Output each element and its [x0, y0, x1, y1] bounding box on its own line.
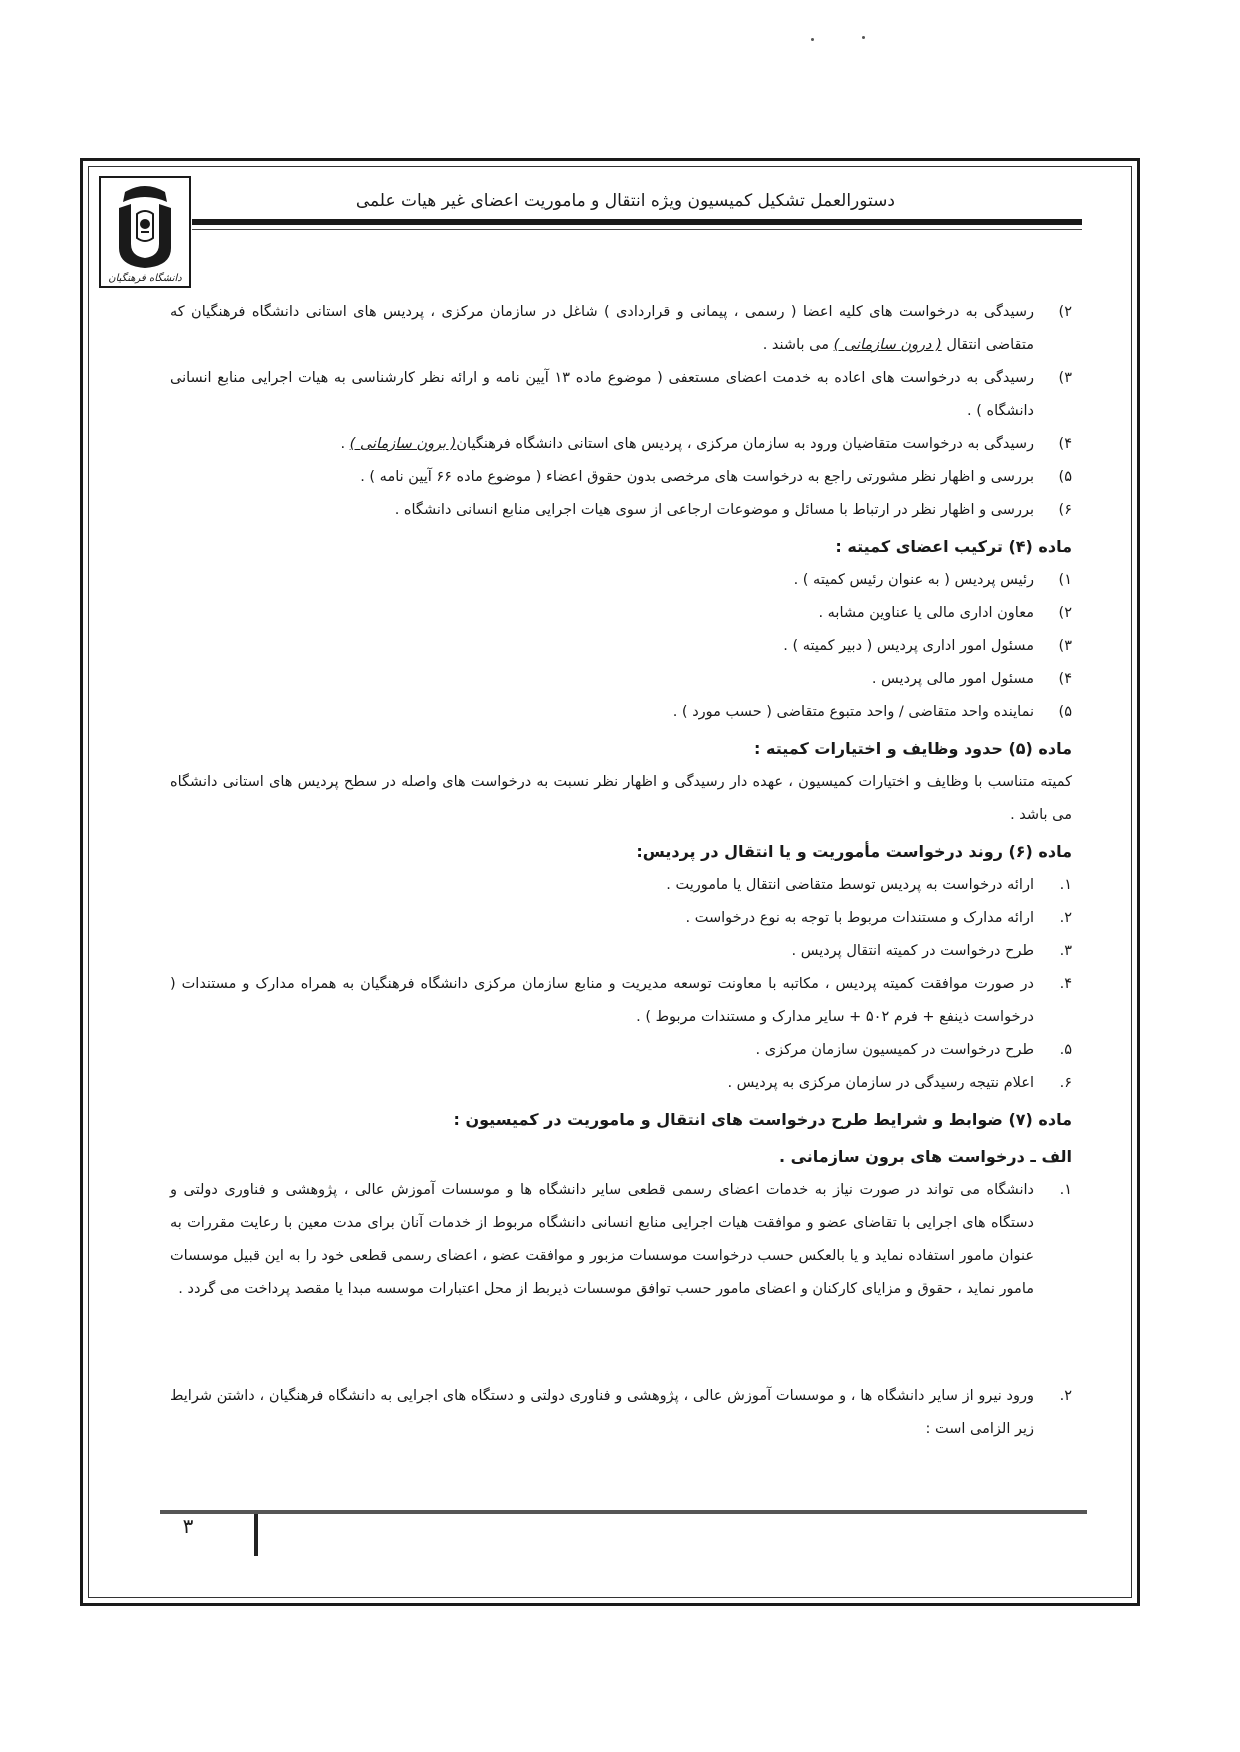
- scan-speck: [811, 38, 814, 41]
- underlined-term: ( برون سازمانی ): [349, 436, 457, 452]
- item-text: معاون اداری مالی یا عناوین مشابه .: [818, 605, 1034, 621]
- underlined-term: ( درون سازمانی ): [833, 337, 942, 353]
- list-item: [170, 935, 1072, 968]
- item-text: اعلام نتیجه رسیدگی در سازمان مرکزی به پردیس .: [727, 1075, 1034, 1091]
- item-text: دانشگاه می تواند در صورت نیاز به خدمات اعضای رسمی قطعی سایر دانشگاه ها و موسسات آموزش عالی ، پژوهشی و فناوری دولتی و دستگاه های اجرایی با تقاضای عضو و موافقت هیات اجرایی منابع انسانی دانشگاه مربوط از خدمات آنان برای مدت معین با رعایت مقررات به عنوان مامور استفاده نماید و یا بالعکس حسب درخواست موسسات مزبور و موافقت عضو ، اعضای رسمی قطعی خود را به این قبیل موسسات مامور نماید ، حقوق و مزایای کارکنان و اعضای مامور حسب توافق موسسات ذیربط از محل اعتبارات موسسه مبدا یا مقصد پرداخت می گردد .: [170, 1182, 1034, 1297]
- list-item: [170, 461, 1072, 494]
- item-text: رسیدگی به درخواست متقاضیان ورود به سازمان مرکزی ، پردیس های استانی دانشگاه فرهنگیان( برون سازمانی ) .: [340, 436, 1034, 452]
- list-item: [170, 362, 1072, 428]
- item-number: ۴): [1058, 436, 1072, 452]
- item-number: ۱.: [1059, 877, 1072, 893]
- list-item: [170, 428, 1072, 461]
- item-text: بررسی و اظهار نظر در ارتباط با مسائل و موضوعات ارجاعی از سوی هیات اجرایی منابع انسانی دانشگاه .: [394, 502, 1034, 518]
- list-item: [170, 902, 1072, 935]
- page-number: ۳: [182, 1514, 194, 1538]
- item-number: ۵): [1058, 469, 1072, 485]
- item-number: ۳): [1058, 638, 1072, 654]
- blank-space: [170, 1306, 1072, 1380]
- item-number: ۶.: [1059, 1075, 1072, 1091]
- item-text: ارائه درخواست به پردیس توسط متقاضی انتقال یا ماموریت .: [666, 877, 1034, 893]
- item-number: ۶): [1058, 502, 1072, 518]
- article-6-heading: ماده (۶) روند درخواست مأموریت و یا انتقال در پردیس:: [636, 842, 1072, 861]
- article-7-heading: ماده (۷) ضوابط و شرایط طرح درخواست های انتقال و ماموریت در کمیسیون :: [453, 1110, 1072, 1129]
- item-text: مسئول امور مالی پردیس .: [871, 671, 1034, 687]
- article-7-subheading: الف ـ درخواست های برون سازمانی .: [778, 1147, 1072, 1166]
- item-number: ۵.: [1059, 1042, 1072, 1058]
- item-number: ۲.: [1059, 1388, 1072, 1404]
- item-text: طرح درخواست در کمیته انتقال پردیس .: [791, 943, 1034, 959]
- item-number: ۱): [1058, 572, 1072, 588]
- list-item: [170, 663, 1072, 696]
- item-number: ۴): [1058, 671, 1072, 687]
- item-text: ارائه مدارک و مستندات مربوط با توجه به نوع درخواست .: [685, 910, 1034, 926]
- list-item: [170, 494, 1072, 527]
- logo-caption: دانشگاه فرهنگیان: [108, 273, 182, 284]
- item-text: رئیس پردیس ( به عنوان رئیس کمیته ) .: [793, 572, 1034, 588]
- list-item: [170, 296, 1072, 362]
- university-logo: [99, 176, 191, 288]
- list-item: [170, 1174, 1072, 1306]
- item-number: ۲): [1058, 304, 1072, 320]
- item-number: ۳): [1058, 370, 1072, 386]
- article-4-heading: ماده (۴) ترکیب اعضای کمیته :: [835, 537, 1072, 556]
- item-number: ۵): [1058, 704, 1072, 720]
- document-title: دستورالعمل تشکیل کمیسیون ویژه انتقال و ماموریت اعضای غیر هیات علمی: [355, 191, 895, 211]
- document-body: [170, 296, 1072, 1446]
- list-item: [170, 1034, 1072, 1067]
- item-number: ۴.: [1059, 976, 1072, 992]
- item-text: رسیدگی به درخواست های کلیه اعضا ( رسمی ، پیمانی و قراردادی ) شاغل در سازمان مرکزی ، پردیس های استانی دانشگاه فرهنگیان که متقاضی انتقال ( درون سازمانی ) می باشند .: [170, 304, 1034, 353]
- footer-divider: [254, 1514, 258, 1556]
- item-text: مسئول امور اداری پردیس ( دبیر کمیته ) .: [783, 638, 1034, 654]
- item-text: ورود نیرو از سایر دانشگاه ها ، و موسسات آموزش عالی ، پژوهشی و فناوری دولتی و دستگاه های اجرایی به دانشگاه فرهنگیان ، داشتن شرایط زیر الزامی است :: [170, 1388, 1034, 1437]
- article-5-text: کمیته متناسب با وظایف و اختیارات کمیسیون ، عهده دار رسیدگی و اظهار نظر نسبت به درخواست های واصله در سطح پردیس های استانی دانشگاه می باشد .: [170, 774, 1072, 823]
- list-item: [170, 564, 1072, 597]
- footer-rule: [160, 1510, 1087, 1514]
- item-number: ۱.: [1059, 1182, 1072, 1198]
- item-text: در صورت موافقت کمیته پردیس ، مکاتبه با معاونت توسعه مدیریت و منابع سازمان مرکزی دانشگاه فرهنگیان به همراه مدارک و مستندات ( درخواست ذینفع + فرم ۵۰۲ + سایر مدارک و مستندات مربوط ) .: [170, 976, 1034, 1025]
- item-text: بررسی و اظهار نظر مشورتی راجع به درخواست های مرخصی بدون حقوق اعضاء ( موضوع ماده ۶۶ آیین نامه ) .: [360, 469, 1034, 485]
- list-item: [170, 630, 1072, 663]
- item-text: طرح درخواست در کمیسیون سازمان مرکزی .: [755, 1042, 1034, 1058]
- list-item: [170, 1380, 1072, 1446]
- list-item: [170, 869, 1072, 902]
- header-rule: [192, 219, 1082, 225]
- scan-speck: [862, 36, 865, 39]
- list-item: [170, 1067, 1072, 1100]
- header-rule-thin: [192, 229, 1082, 230]
- list-item: [170, 968, 1072, 1034]
- item-number: ۲): [1058, 605, 1072, 621]
- item-text: رسیدگی به درخواست های اعاده به خدمت اعضای مستعفی ( موضوع ماده ۱۳ آیین نامه و ارائه نظر کارشناسی به هیات اجرایی منابع انسانی دانشگاه ) .: [170, 370, 1034, 419]
- list-item: [170, 696, 1072, 729]
- list-item: [170, 597, 1072, 630]
- item-text: نماینده واحد متقاضی / واحد متبوع متقاضی ( حسب مورد ) .: [672, 704, 1034, 720]
- article-5-heading: ماده (۵) حدود وظایف و اختیارات کمیته :: [754, 739, 1072, 758]
- item-number: ۲.: [1059, 910, 1072, 926]
- item-number: ۳.: [1059, 943, 1072, 959]
